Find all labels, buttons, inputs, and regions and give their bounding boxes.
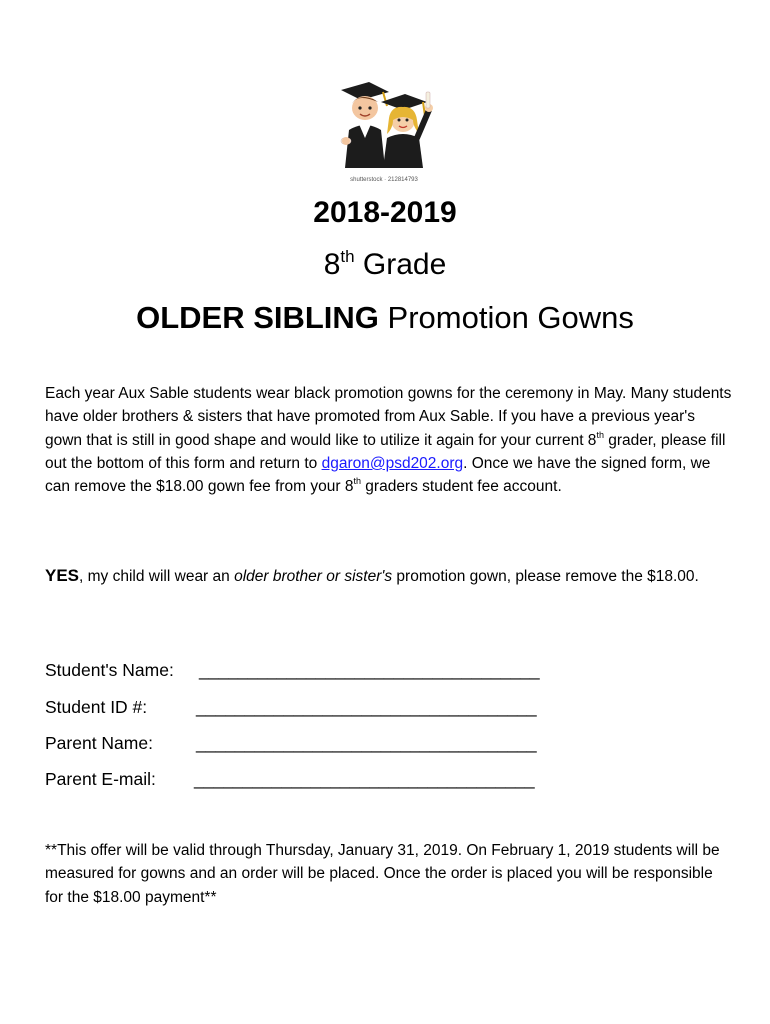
title-grade	[0, 248, 770, 282]
intro-text-4: graders student fee account.	[360, 478, 562, 496]
parent-name-row	[45, 733, 153, 754]
title-year: 2018-2019	[313, 196, 457, 229]
student-id-field[interactable]: ___________________________________	[196, 697, 537, 717]
title-rest: Promotion Gowns	[378, 300, 634, 335]
offer-notice: **This offer will be valid through Thursday, January 31, 2019. On February 1, 2019 students will be measured for gowns and an order will be placed. Once the order is placed you will be responsible for the $18.00 payment**	[45, 842, 720, 906]
yes-italic: older brother or sister's	[234, 568, 393, 585]
student-name-row	[45, 660, 174, 681]
student-name-label: Student's Name:	[45, 660, 174, 680]
page-title	[0, 300, 770, 336]
grade-suffix: th	[340, 247, 355, 266]
intro-text-1: Each year Aux Sable students wear black promotion gowns for the ceremony in May. Many students have older brothers & sisters that have promoted from Aux Sable. If you have a previous year's gown that is still in good shape and would like to utilize it again for your current 8	[45, 385, 732, 449]
graduates-logo	[333, 80, 435, 184]
yes-text-2: promotion gown, please remove the $18.00.	[392, 568, 699, 585]
grade-word: Grade	[354, 248, 447, 281]
parent-email-row	[45, 769, 156, 790]
graduates-illustration-icon	[333, 80, 435, 172]
student-id-label: Student ID #:	[45, 697, 148, 717]
logo-caption: shutterstock · 212814793	[350, 177, 418, 183]
yes-text-1: , my child will wear an	[79, 568, 235, 585]
grade-number: 8	[323, 248, 341, 281]
yes-statement	[45, 564, 735, 588]
intro-sup-1: th	[596, 429, 604, 440]
student-name-field[interactable]: ___________________________________	[199, 660, 540, 680]
parent-name-label: Parent Name:	[45, 733, 153, 753]
student-id-row	[45, 697, 147, 718]
intro-text-3: . Once we have the signed form, we can remove the $18.00 gown fee from your 8	[45, 454, 711, 496]
parent-email-field[interactable]: ___________________________________	[194, 769, 535, 789]
yes-word: YES	[45, 566, 80, 585]
parent-email-label: Parent E-mail:	[45, 769, 156, 789]
intro-sup-2: th	[353, 476, 361, 487]
intro-text-2: grader, please fill out the bottom of this form and return to	[45, 431, 726, 472]
title-bold: OLDER SIBLING	[136, 300, 379, 335]
intro-paragraph	[45, 382, 735, 498]
parent-name-field[interactable]: ___________________________________	[196, 733, 537, 753]
email-link[interactable]: dgaron@psd202.org	[321, 454, 464, 472]
